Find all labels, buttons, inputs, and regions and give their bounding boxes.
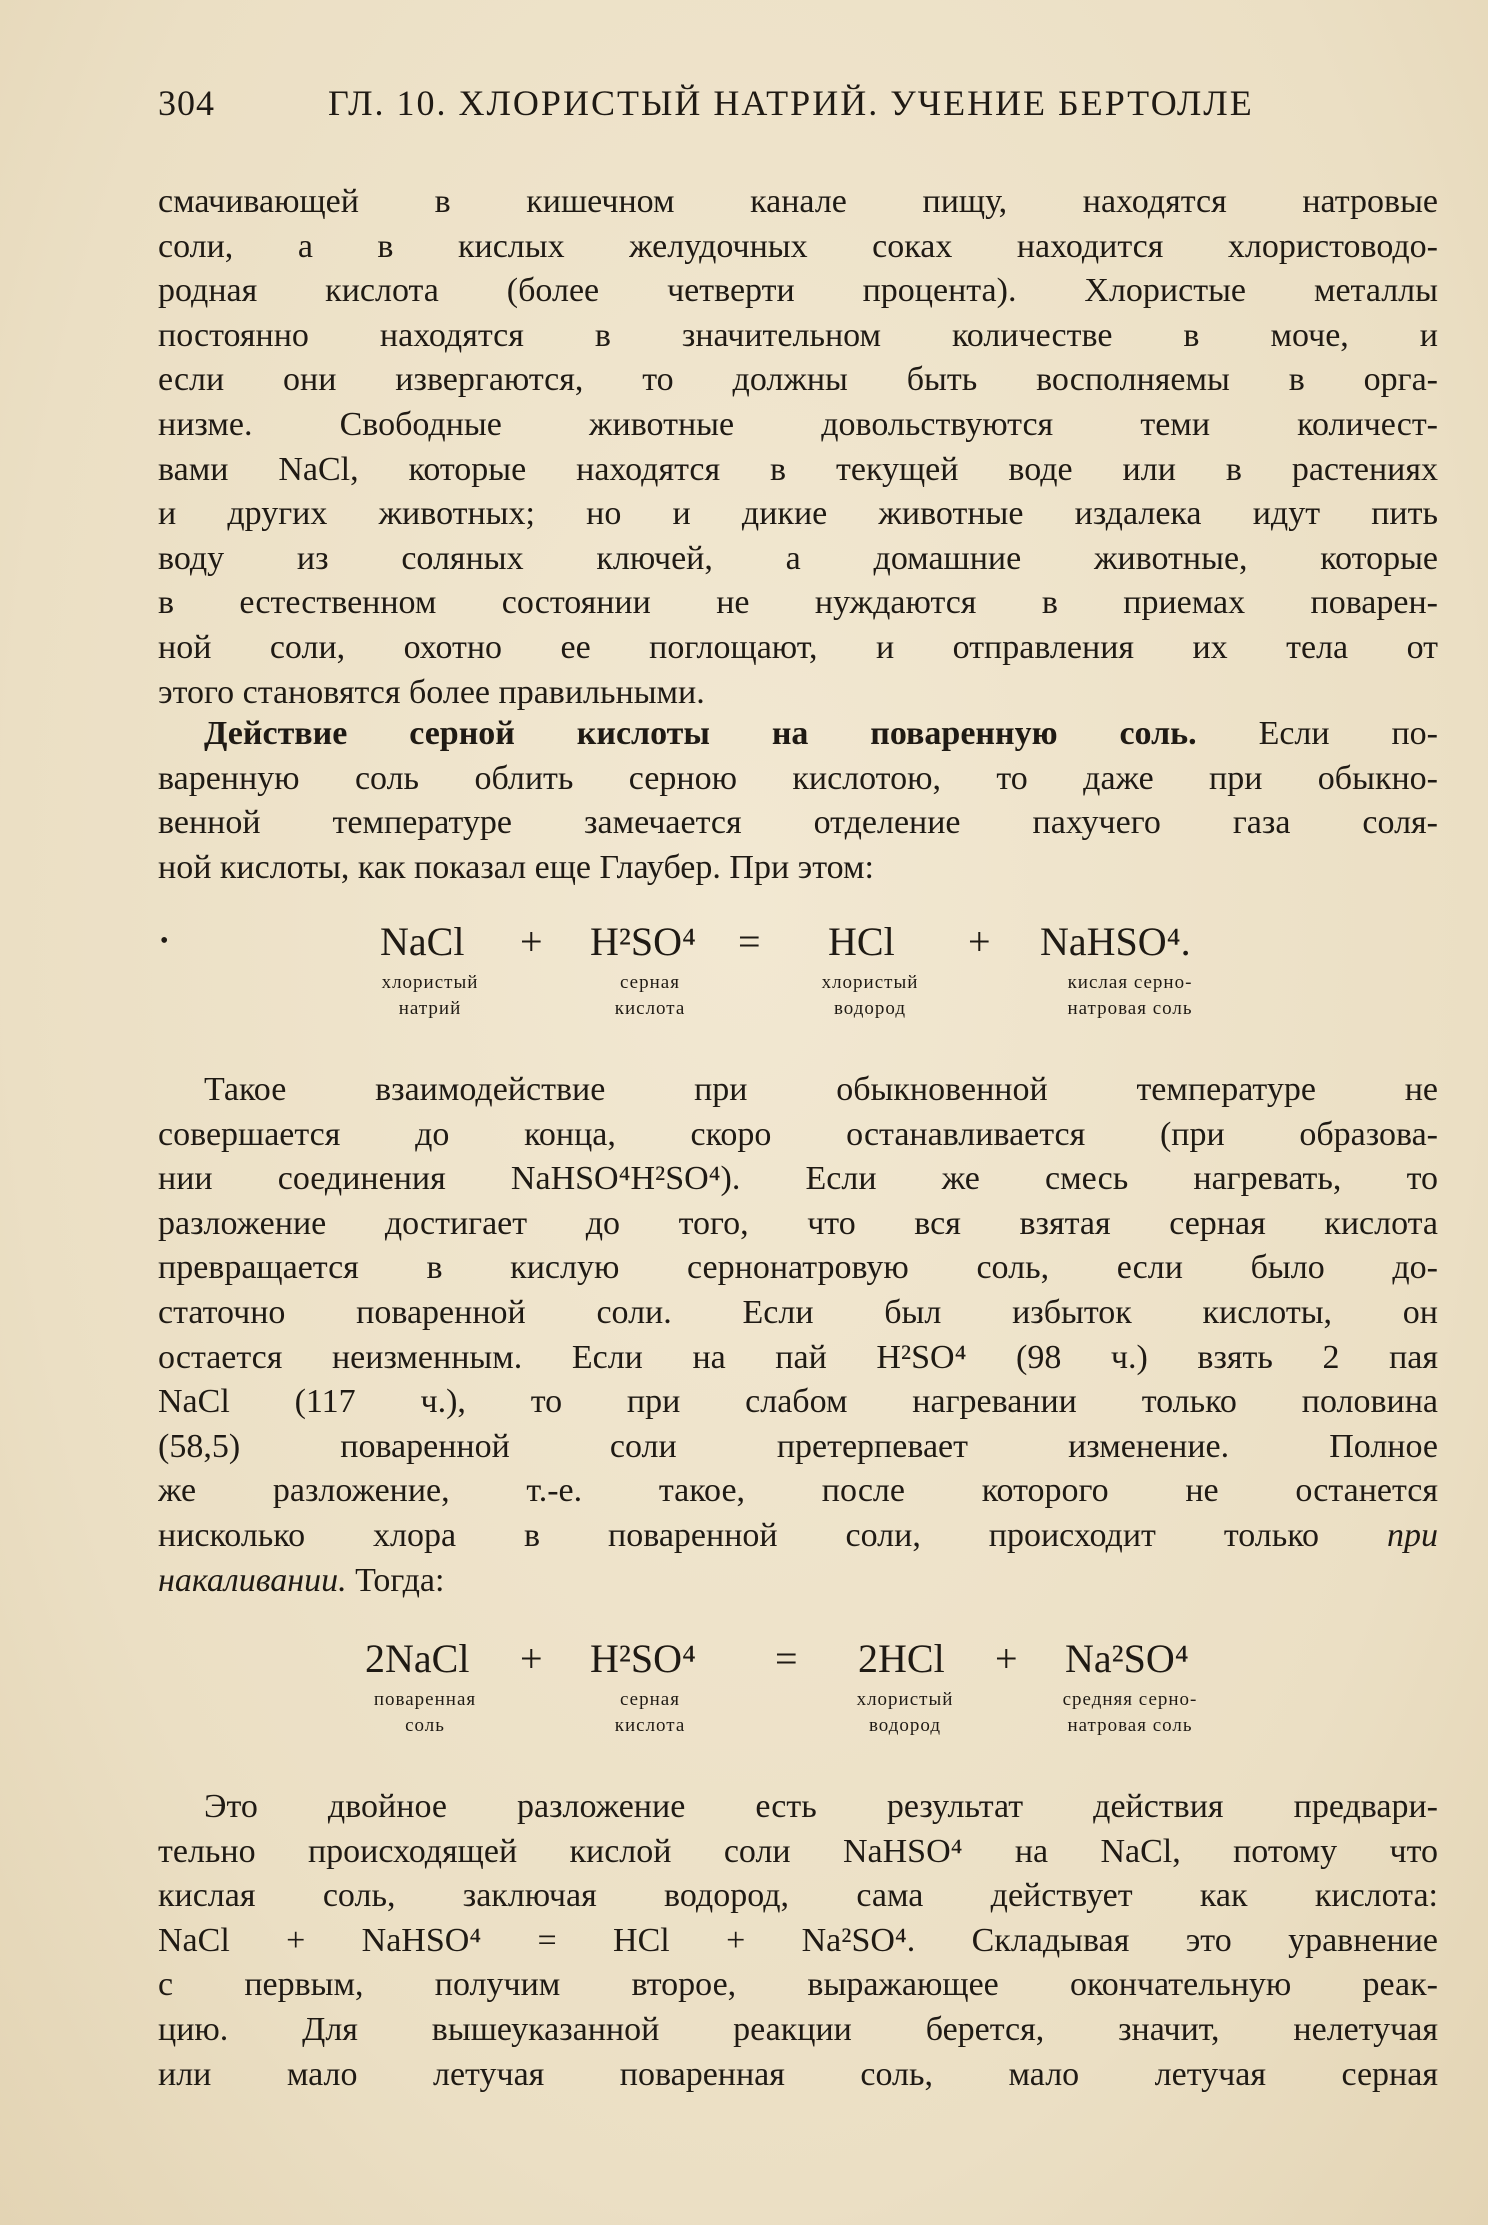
text-line: же разложение, т.-е. такое, после которого не останется xyxy=(158,1472,1438,1510)
text-line: если они извергаются, то должны быть восполняемы в орга- xyxy=(158,361,1438,399)
text-line: ной соли, охотно ее поглощают, и отправления их тела от xyxy=(158,628,1438,666)
label-line: поваренная xyxy=(373,1689,477,1710)
label-line: хлористый xyxy=(821,972,919,993)
label-line: кислота xyxy=(614,998,686,1019)
text-line: разложение достигает до того, что вся взятая серная кислота xyxy=(158,1204,1438,1242)
running-title: ГЛ. 10. ХЛОРИСТЫЙ НАТРИЙ. УЧЕНИЕ БЕРТОЛЛЕ xyxy=(328,83,1254,123)
text-line: соли, а в кислых желудочных соках находится хлористоводо- xyxy=(158,227,1438,265)
equation-label xyxy=(340,1687,510,1739)
label-line: водород xyxy=(833,998,907,1019)
text-line: постоянно находятся в значительном количестве в моче, и xyxy=(158,316,1438,354)
label-line: средняя серно- xyxy=(1062,1689,1198,1710)
paragraph-sulfuric-acid xyxy=(158,712,1438,890)
text-line: тельно происходящей кислой соли NaHSO⁴ на NaCl, потому что xyxy=(158,1832,1438,1870)
text-line: вами NaCl, которые находятся в текущей воде или в растениях xyxy=(158,450,1438,488)
text-line xyxy=(158,1514,1438,1559)
text-line xyxy=(158,712,1438,757)
text-line: или мало летучая поваренная соль, мало летучая серная xyxy=(158,2055,1438,2093)
paragraph-body-1 xyxy=(158,180,1438,715)
line-text: Тогда: xyxy=(346,1561,445,1599)
text-line: статочно поваренной соли. Если был избыток кислоты, он xyxy=(158,1293,1438,1331)
bullet-mark: • xyxy=(160,928,169,954)
text-line: ной кислоты, как показал еще Глаубер. При этом: xyxy=(158,848,874,886)
text-line: смачивающей в кишечном канале пищу, находятся натровые xyxy=(158,183,1438,220)
italic-word: при xyxy=(1387,1516,1438,1554)
equation-operator: + xyxy=(520,1636,543,1681)
label-line: водород xyxy=(868,1715,942,1736)
label-line: натровая соль xyxy=(1067,1715,1193,1736)
paragraph-double-decomposition xyxy=(158,1785,1438,2097)
section-heading: Действие серной кислоты на поваренную соль. xyxy=(204,715,1197,752)
paragraph-interaction xyxy=(158,1068,1438,1603)
equation-label xyxy=(575,1687,725,1739)
equation-label xyxy=(830,1687,980,1739)
text-line: низме. Свободные животные довольствуются теми количест- xyxy=(158,405,1438,443)
text-line: венной температуре замечается отделение пахучего газа соля- xyxy=(158,804,1438,842)
text-line: (58,5) поваренной соли претерпевает изменение. Полное xyxy=(158,1427,1438,1465)
text-line: Это двойное разложение есть результат действия предвари- xyxy=(204,1788,1438,1825)
label-line: кислая серно- xyxy=(1067,972,1193,993)
equation-label xyxy=(795,970,945,1022)
label-line: серная xyxy=(620,1689,680,1710)
text-line: превращается в кислую сернонатровую соль, если было до- xyxy=(158,1249,1438,1287)
equation-term: HCl xyxy=(828,919,895,964)
text-line: кислая соль, заключая водород, сама действует как кислота: xyxy=(158,1877,1438,1915)
label-line: хлористый xyxy=(856,1689,954,1710)
label-line: хлористый xyxy=(381,972,479,993)
equation-label xyxy=(1030,970,1230,1022)
equation-term: NaCl xyxy=(380,919,465,964)
equation-label xyxy=(1025,1687,1235,1739)
running-header xyxy=(158,82,1288,132)
equation-term: NaHSO⁴. xyxy=(1040,919,1191,964)
text-line: в естественном состоянии не нуждаются в приемах поварен- xyxy=(158,584,1438,622)
equation-term: H²SO⁴ xyxy=(590,1636,696,1681)
text-line: нии соединения NaHSO⁴H²SO⁴). Если же смесь нагревать, то xyxy=(158,1160,1438,1198)
text-line: Такое взаимодействие при обыкновенной температуре не xyxy=(204,1071,1438,1108)
text-line: с первым, получим второе, выражающее окончательную реак- xyxy=(158,1966,1438,2004)
text-line: NaCl (117 ч.), то при слабом нагревании только половина xyxy=(158,1383,1438,1421)
text-line: цию. Для вышеуказанной реакции берется, значит, нелетучая xyxy=(158,2010,1438,2048)
equation-term: 2NaCl xyxy=(365,1636,470,1681)
equation-term: H²SO⁴ xyxy=(590,919,696,964)
equation-operator: + xyxy=(995,1636,1018,1681)
label-line: серная xyxy=(620,972,680,993)
label-line: кислота xyxy=(614,1715,686,1736)
text-line: и других животных; но и дикие животные издалека идут пить xyxy=(158,495,1438,533)
text-line: NaCl + NaHSO⁴ = HCl + Na²SO⁴. Складывая это уравнение xyxy=(158,1921,1438,1959)
equation-operator: + xyxy=(968,919,991,964)
equation-operator: = xyxy=(775,1636,798,1681)
text-line: родная кислота (более четверти процента). Хлористые металлы xyxy=(158,272,1438,310)
equation-label xyxy=(355,970,505,1022)
label-line: натровая соль xyxy=(1067,998,1193,1019)
page-number: 304 xyxy=(158,83,215,123)
text-line: остается неизменным. Если на пай H²SO⁴ (98 ч.) взять 2 пая xyxy=(158,1338,1438,1376)
equation-operator: + xyxy=(520,919,543,964)
line-text: нисколько хлора в поваренной соли, происходит только xyxy=(158,1516,1320,1554)
text-line xyxy=(158,1559,1438,1604)
equation-term: 2HCl xyxy=(858,1636,945,1681)
equation-label xyxy=(575,970,725,1022)
equation-term: Na²SO⁴ xyxy=(1065,1636,1189,1681)
text-line: совершается до конца, скоро останавливается (при образова- xyxy=(158,1115,1438,1153)
text-line: воду из соляных ключей, а домашние животные, которые xyxy=(158,539,1438,577)
text-line: варенную соль облить серною кислотою, то даже при обыкно- xyxy=(158,759,1438,797)
text-line: этого становятся более правильными. xyxy=(158,673,705,711)
heading-line-rest: Если по- xyxy=(1258,715,1438,752)
label-line: натрий xyxy=(398,998,462,1019)
equation-operator: = xyxy=(738,919,761,964)
italic-word: накаливании. xyxy=(158,1561,347,1599)
label-line: соль xyxy=(405,1715,445,1736)
